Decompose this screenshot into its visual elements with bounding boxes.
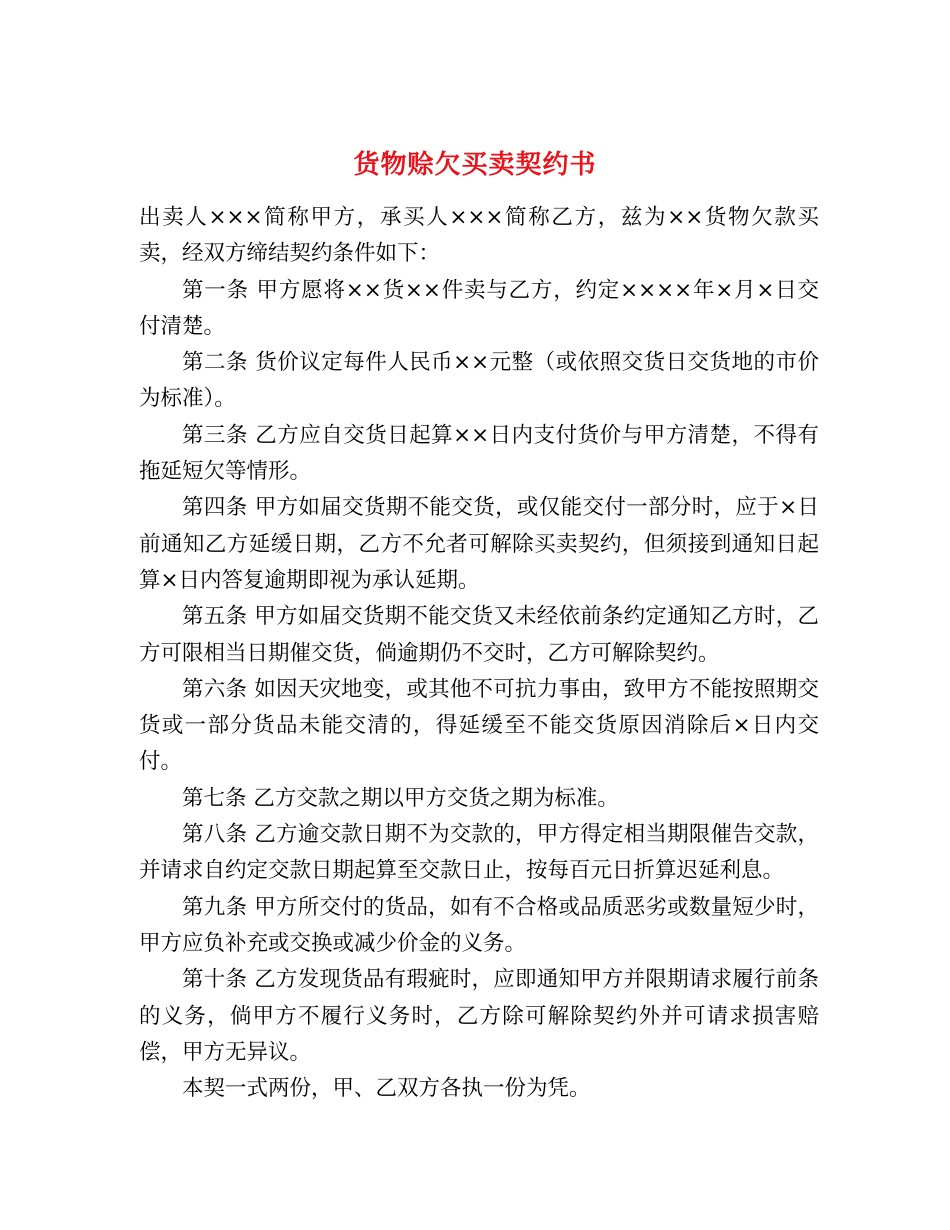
article-4-paragraph: 第四条 甲方如届交货期不能交货，或仅能交付一部分时，应于×日前通知乙方延缓日期，乙方不允者可解除买卖契约，但须接到通知日起算×日内答复逾期即视为承认延期。	[139, 495, 819, 593]
article-6-paragraph: 第六条 如因天灾地变，或其他不可抗力事由，致甲方不能按照期交货或一部分货品未能交清的，得延缓至不能交货原因消除后×日内交付。	[139, 676, 819, 775]
document-title: 货物赊欠买卖契约书	[353, 150, 597, 181]
closing-paragraph: 本契一式两份，甲、乙双方各执一份为凭。	[182, 1076, 591, 1102]
article-8-paragraph: 第八条 乙方逾交款日期不为交款的，甲方得定相当期限催告交款，并请求自约定交款日期起算至交款日止，按每百元日折算迟延利息。	[139, 822, 819, 884]
article-1-paragraph: 第一条 甲方愿将××货××件卖与乙方，约定××××年×月×日交付清楚。	[139, 277, 819, 339]
preamble-paragraph: 出卖人×××简称甲方，承买人×××简称乙方，兹为××货物欠款买卖，经双方缔结契约条件如下：	[139, 205, 819, 267]
article-9-paragraph: 第九条 甲方所交付的货品，如有不合格或品质恶劣或数量短少时，甲方应负补充或交换或减少价金的义务。	[139, 894, 819, 956]
article-5-paragraph: 第五条 甲方如届交货期不能交货又未经依前条约定通知乙方时，乙方可限相当日期催交货，倘逾期仍不交时，乙方可解除契约。	[139, 604, 819, 666]
article-10-paragraph: 第十条 乙方发现货品有瑕疵时，应即通知甲方并限期请求履行前条的义务，倘甲方不履行义务时，乙方除可解除契约外并可请求损害赔偿，甲方无异议。	[139, 967, 819, 1065]
document-body	[139, 200, 819, 1107]
article-2-paragraph: 第二条 货价议定每件人民币××元整（或依照交货日交货地的市价为标准）。	[139, 350, 819, 412]
article-3-paragraph: 第三条 乙方应自交货日起算××日内支付货价与甲方清楚，不得有拖延短欠等情形。	[139, 422, 819, 485]
article-7-paragraph: 第七条 乙方交款之期以甲方交货之期为标准。	[182, 785, 619, 811]
